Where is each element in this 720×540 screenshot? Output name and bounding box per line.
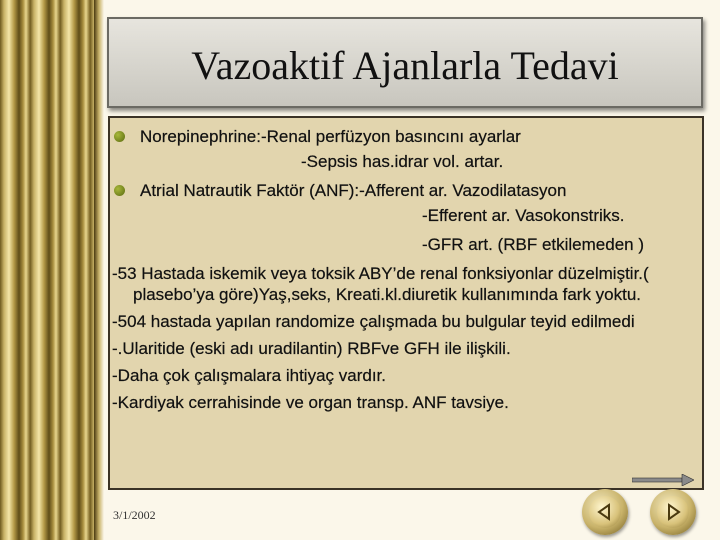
previous-slide-button[interactable] [582,489,628,535]
bullet-text: Atrial Natrautik Faktör (ANF):-Afferent ar. Vazodilatasyon [140,181,567,200]
pillar-edge [94,0,104,540]
paragraph: -Kardiyak cerrahisinde ve organ transp. ANF tavsiye. [112,393,509,412]
bullet-continuation: -Sepsis has.idrar vol. artar. [301,152,504,171]
next-slide-button[interactable] [650,489,696,535]
bullet-text: Norepinephrine:-Renal perfüzyon basıncını ayarlar [140,127,521,146]
paragraph: -.Ularitide (eski adı uradilantin) RBFve GFH ile ilişkili. [112,339,511,358]
bullet-dot-icon [114,185,125,196]
title-box [107,17,703,108]
back-arrow-icon [589,496,621,528]
bullet-item-anf [112,180,694,201]
content-box [108,116,704,490]
bullet-continuation: -GFR art. (RBF etkilemeden ) [422,235,644,254]
bullet-dot-icon [114,131,125,142]
paragraph: -504 hastada yapılan randomize çalışmada bu bulgular teyid edilmedi [112,312,635,331]
bullet-continuation: -Efferent ar. Vasokonstriks. [422,206,625,225]
bullet-item-norepinephrine [112,126,694,147]
paragraph: -Daha çok çalışmalara ihtiyaç vardır. [112,366,386,385]
slide-date: 3/1/2002 [113,508,156,522]
forward-arrow-icon [657,496,689,528]
decorative-pillar [0,0,100,540]
slide-title: Vazoaktif Ajanlarla Tedavi [191,43,619,88]
paragraph: -53 Hastada iskemik veya toksik ABY’de renal fonksiyonlar düzelmiştir.( plasebo’ya göre)Yaş,seks, Kreati.kl.diuretik kullanımında fark yoktu. [112,264,649,304]
arrow-decoration-icon [632,474,694,486]
